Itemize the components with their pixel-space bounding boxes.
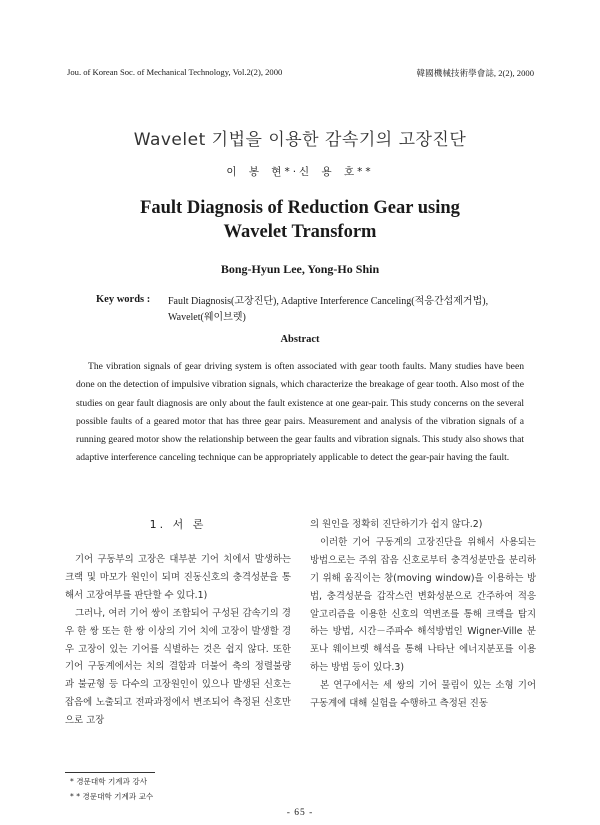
footnote-divider [65,772,155,773]
english-title [0,196,600,244]
journal-header-english: Jou. of Korean Soc. of Mechanical Technology, Vol.2(2), 2000 [67,67,283,77]
section-heading-introduction: 1. 서 론 [149,518,207,531]
paragraph: 그러나, 여러 기어 쌍이 조합되어 구성된 감속기의 경우 한 쌍 또는 한 쌍 이상의 기어 치에 고장이 발생할 경우 고장이 있는 기어를 식별하는 것은 쉽지 않다. 또한 기어 구동계에서는 치의 결함과 더불어 축의 정렬불량과 불균형 등 다수의 고장원인이 있으나 발생된 신호는 잡음에 노출되고 전파과정에서 변조되어 측정된 신호만으로 고장 [65,607,291,727]
journal-header-korean: 韓國機械技術學會誌, 2(2), 2000 [416,68,534,78]
abstract-heading: Abstract [280,334,320,345]
korean-authors: 이 봉 현*·신 용 호** [226,166,374,178]
footnote-author-2: * * 경문대학 기계과 교수 [70,792,154,801]
left-column [65,551,291,730]
english-title-line-2: Wavelet Transform [223,222,377,242]
footnote-author-1: * 경문대학 기계과 강사 [70,777,148,786]
english-authors: Bong-Hyun Lee, Yong-Ho Shin [220,262,380,276]
abstract-body: The vibration signals of gear driving system is often associated with gear tooth faults. Many studies have been done on the detection of impulsive vibration signals, which characterize the breakage of gear tooth. Also most of the studies on gear fault diagnosis are only about the fault existence at one gear-pair. This study concerns on the several possible faults of a geared motor that has three gear pairs. Measurement and analysis of the vibration signals of a running geared motor show the relationship between the gear faults and vibration signals. This study also shows that adaptive interference canceling technique can be appropriately applicable to detect the gear-pair having the fault. [76,361,524,464]
korean-title: Wavelet 기법을 이용한 감속기의 고장진단 [133,130,467,150]
paragraph: 의 원인을 정확히 진단하기가 쉽지 않다.2) [310,519,483,530]
right-column [310,516,536,713]
keywords-text: Fault Diagnosis(고장진단), Adaptive Interference Canceling(적응간섭제거법), Wavelet(웨이브렛) [168,296,489,323]
english-title-line-1: Fault Diagnosis of Reduction Gear using [140,198,460,218]
page-number: - 65 - [286,808,314,818]
paragraph: 기어 구동부의 고장은 대부분 기어 치에서 발생하는 크랙 및 마모가 원인이 되며 진동신호의 충격성분을 통해서 고장여부를 판단할 수 있다.1) [65,554,291,601]
paragraph: 이러한 기어 구동계의 고장진단을 위해서 사용되는 방법으로는 주위 잡음 신호로부터 충격성분만을 분리하기 위해 움직이는 창(moving window)을 이용하는 방법, 충격성분을 갑작스런 변화성분으로 간주하여 적응알고리즘을 이용한 신호의 역변조를 통해 크랙을 탐지하는 방법, 시간－주파수 해석방법인 Wigner-Ville 분포나 웨이브렛 해석을 통해 나타난 에너지분포를 이용하는 방법 등이 있다.3) [310,536,536,674]
paragraph: 본 연구에서는 세 쌍의 기어 물림이 있는 소형 기어 구동계에 대해 실험을 수행하고 측정된 진동 [310,680,536,710]
keywords-label: Key words : [96,294,151,305]
